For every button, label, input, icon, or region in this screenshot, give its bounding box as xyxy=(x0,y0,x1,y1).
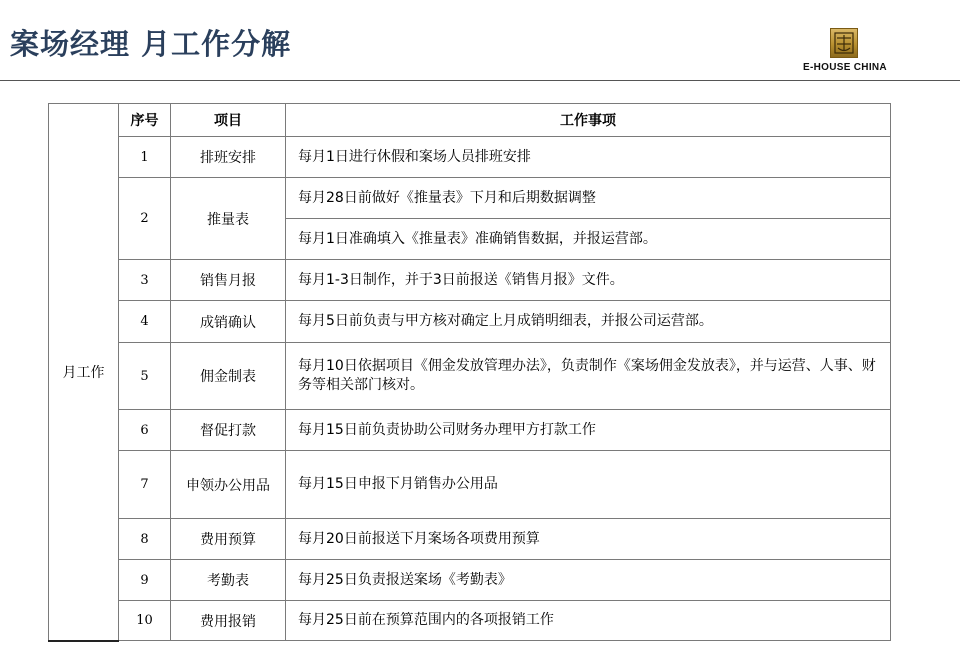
row-description: 每月1-3日制作，并于3日前报送《销售月报》文件。 xyxy=(286,260,891,301)
header-divider xyxy=(0,80,960,81)
column-header-desc: 工作事项 xyxy=(286,104,891,137)
table-row xyxy=(49,410,891,451)
row-description: 每月25日负责报送案场《考勤表》 xyxy=(286,560,891,601)
row-number: 10 xyxy=(119,601,171,641)
row-item: 推量表 xyxy=(171,178,286,260)
row-description: 每月15日前负责协助公司财务办理甲方打款工作 xyxy=(286,410,891,451)
row-number: 4 xyxy=(119,301,171,343)
row-description: 每月15日申报下月销售办公用品 xyxy=(286,451,891,519)
row-item: 排班安排 xyxy=(171,137,286,178)
row-number: 1 xyxy=(119,137,171,178)
table-row xyxy=(49,137,891,178)
table-row xyxy=(49,519,891,560)
row-description: 每月20日前报送下月案场各项费用预算 xyxy=(286,519,891,560)
row-item: 销售月报 xyxy=(171,260,286,301)
row-number: 6 xyxy=(119,410,171,451)
row-number: 9 xyxy=(119,560,171,601)
row-number: 3 xyxy=(119,260,171,301)
table-row xyxy=(49,260,891,301)
row-description: 每月28日前做好《推量表》下月和后期数据调整 xyxy=(286,178,891,219)
table-row xyxy=(49,178,891,219)
row-number: 2 xyxy=(119,178,171,260)
table-row xyxy=(49,451,891,519)
table-row xyxy=(49,560,891,601)
row-description: 每月1日进行休假和案场人员排班安排 xyxy=(286,137,891,178)
row-item: 佣金制表 xyxy=(171,343,286,410)
row-description: 每月25日前在预算范围内的各项报销工作 xyxy=(286,601,891,641)
page-title: 案场经理 月工作分解 xyxy=(10,27,292,61)
row-number: 5 xyxy=(119,343,171,410)
row-description: 每月10日依据项目《佣金发放管理办法》，负责制作《案场佣金发放表》，并与运营、人事、财务等相关部门核对。 xyxy=(286,343,891,410)
row-item: 成销确认 xyxy=(171,301,286,343)
row-item: 申领办公用品 xyxy=(171,451,286,519)
column-header-seq: 序号 xyxy=(119,104,171,137)
row-item: 考勤表 xyxy=(171,560,286,601)
column-header-item: 项目 xyxy=(171,104,286,137)
row-number: 7 xyxy=(119,451,171,519)
table-row xyxy=(49,301,891,343)
brand-name: E-HOUSE CHINA xyxy=(803,62,887,73)
row-number: 8 xyxy=(119,519,171,560)
table-row xyxy=(49,601,891,641)
monthly-work-table xyxy=(48,103,891,642)
row-item: 费用报销 xyxy=(171,601,286,641)
category-cell: 月工作 xyxy=(49,104,119,641)
row-description: 每月5日前负责与甲方核对确定上月成销明细表，并报公司运营部。 xyxy=(286,301,891,343)
row-description: 每月1日准确填入《推量表》准确销售数据，并报运营部。 xyxy=(286,219,891,260)
table-row xyxy=(49,343,891,410)
row-item: 费用预算 xyxy=(171,519,286,560)
row-item: 督促打款 xyxy=(171,410,286,451)
ehouse-logo-icon xyxy=(830,28,858,58)
table-header-row xyxy=(49,104,891,137)
